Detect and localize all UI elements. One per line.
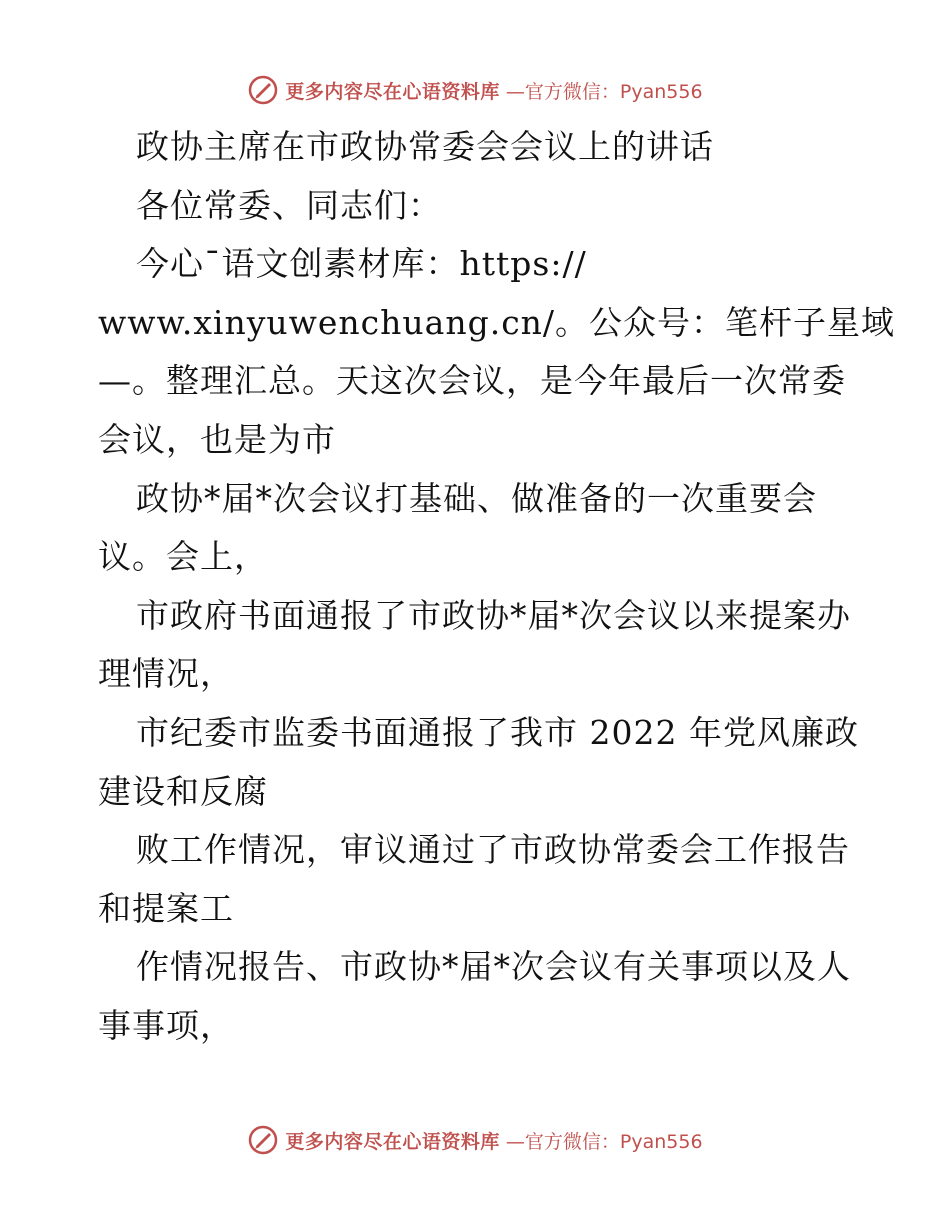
paragraph-line: 败工作情况，审议通过了市政协常委会工作报告 <box>136 830 850 870</box>
paragraph-line: 和提案工 <box>98 888 234 928</box>
header-banner <box>0 70 950 110</box>
paragraph-line: —。整理汇总。天这次会议，是今年最后一次常委 <box>98 361 846 401</box>
banner-text: 更多内容尽在心语资料库 <box>285 80 500 103</box>
salutation: 各位常委、同志们： <box>136 185 442 225</box>
paragraph-line: 市纪委市监委书面通报了我市 2022 年党风廉政 <box>136 712 859 752</box>
banner-wechat: —官方微信：Pyan556 <box>505 1130 703 1153</box>
quill-pen-logo-icon <box>247 1124 279 1156</box>
document-body <box>98 118 896 1056</box>
paragraph-line: 建设和反腐 <box>98 771 268 811</box>
paragraph-line: 事事项， <box>98 1005 234 1045</box>
paragraph-line: www.xinyuwenchuang.cn/。公众号：笔杆子星域 <box>98 302 896 342</box>
paragraph-line: 理情况， <box>98 654 234 694</box>
paragraph-line: 会议，也是为市 <box>98 419 336 459</box>
paragraph-line: 今心¯语文创素材库：https:// <box>136 244 587 284</box>
quill-pen-logo-icon <box>247 74 279 106</box>
paragraph-line: 市政府书面通报了市政协*届*次会议以来提案办 <box>136 595 851 635</box>
document-title: 政协主席在市政协常委会会议上的讲话 <box>136 127 714 166</box>
paragraph-line: 政协*届*次会议打基础、做准备的一次重要会 <box>136 478 817 518</box>
footer-banner <box>0 1120 950 1160</box>
banner-wechat: —官方微信：Pyan556 <box>505 80 703 103</box>
banner-text: 更多内容尽在心语资料库 <box>285 1130 500 1153</box>
paragraph-line: 议。会上， <box>98 537 268 577</box>
paragraph-line: 作情况报告、市政协*届*次会议有关事项以及人 <box>136 947 851 987</box>
